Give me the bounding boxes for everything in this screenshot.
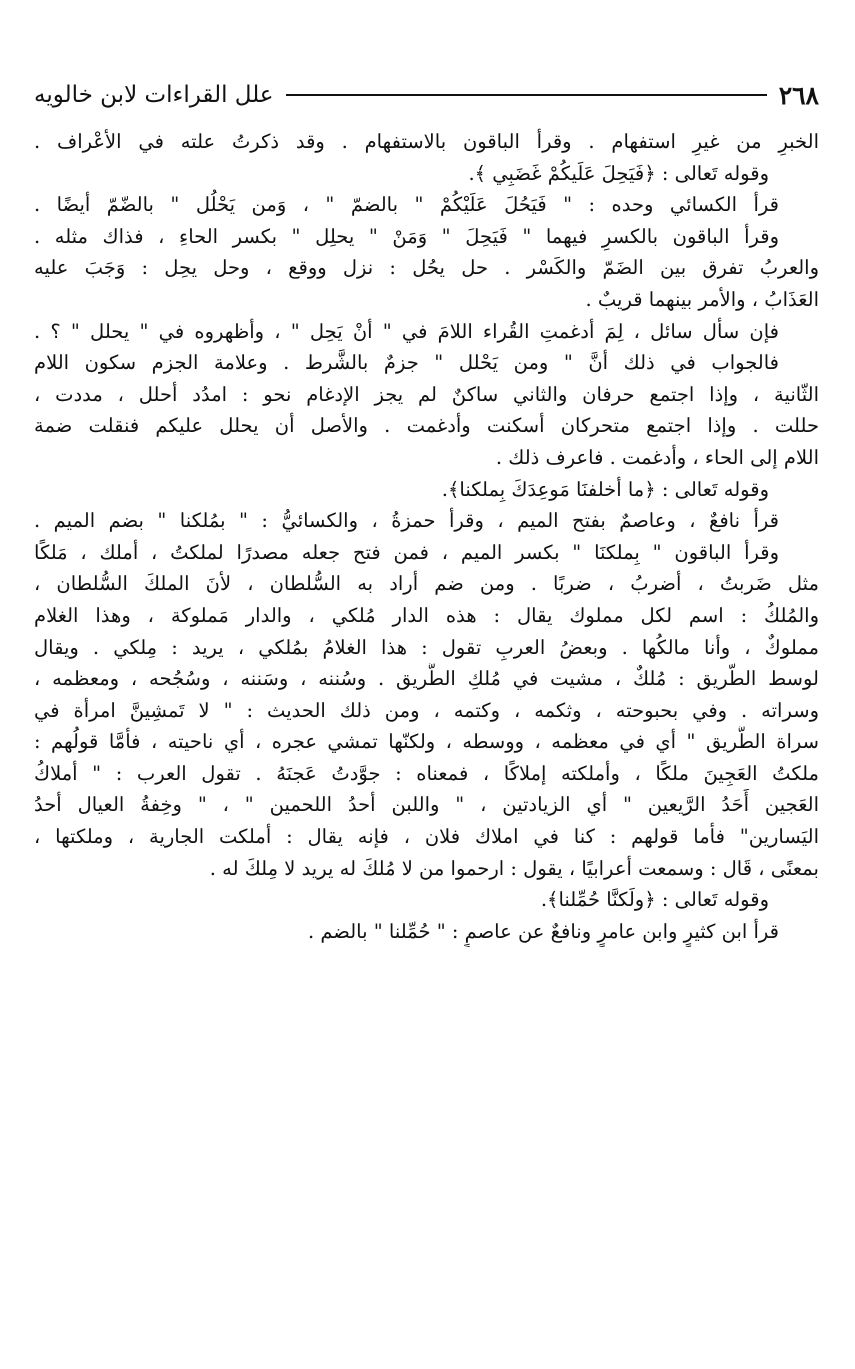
text-line: لوسط الطّريق : مُلكٌ ، مشيت في مُلكِ الطَّريق . وسُننه ، وسَننه ، وسُجُحه ، ومعظمه ،	[34, 667, 819, 691]
text-line: قرأ الكسائي وحده : " فَيَحُلَ عَلَيْكُمْ " بالضمّ " ، وَمن يَحْلُل " بالضّمّ أيضًا .	[34, 193, 779, 217]
text-line: العَجين أَحَدُ الرَّيعين " أي الزيادتين ، " واللبن أحدُ اللحمين " ، " وخِفةُ العيال أحدُ	[34, 793, 819, 817]
text-line: مثل ضَربتُ ، أضربُ ، ضربًا . ومن ضم أراد به السُّلطان ، لأنَ الملكَ السُّلطان ،	[34, 572, 819, 596]
text-line: قرأ نافعٌ ، وعاصمٌ بفتح الميم ، وقرأ حمزةُ ، والكسائيُّ : " بمُلكنا " بضم الميم .	[34, 509, 779, 533]
text-line: فالجواب في ذلك أنَّ " ومن يَحْلل " جزمٌ بالشَّرط . وعلامة الجزم سكون اللام	[34, 351, 779, 375]
verse-line: وقوله تَعالى : ﴿ولَكنَّا حُمِّلنا﴾.	[540, 888, 769, 912]
text-line: اللام إلى الحاء ، وأدغمت . فاعرف ذلك .	[495, 445, 819, 469]
verse-line: وقوله تَعالى : ﴿فَيَحِلَ عَلَيكُمْ غَضَبِي ﴾.	[468, 161, 769, 185]
text-line: بمعنًى ، قَال : وسمعت أعرابيًا ، يقول : ارحموا من لا مُلكَ له يريد لا مِلكَ له .	[209, 856, 819, 880]
text-line: مملوكٌ ، وأنا مالكُها . وبعضُ العربِ تقول : هذا الغلامُ بمُلكي ، يريد : مِلكي . ويقال	[34, 635, 819, 659]
text-line: والمُلكُ : اسم لكل مملوك يقال : هذه الدار مُلكي ، والدار مَملوكة ، وهذا الغلام	[34, 603, 819, 627]
text-line: قرأ ابن كثيرٍ وابن عامرٍ ونافعٌ عن عاصمٍ : " حُمِّلنا " بالضم .	[307, 919, 779, 943]
verse-line: وقوله تَعالى : ﴿ما أخلفنَا مَوعِدَكَ بِملكنا﴾.	[441, 477, 769, 501]
book-title: علل القراءات لابن خالويه	[34, 82, 274, 108]
text-line: والعربُ تفرق بين الضَمّ والكَسْر . حل يحُل : نزل ووقع ، وحل يحِل : وَجَبَ عليه	[34, 256, 819, 280]
text-line: الثّانية ، وإذا اجتمع حرفان والثاني ساكنٌ لم يجز الإدغام نحو : امدُد أحلل ، مددت ،	[34, 382, 819, 406]
header-rule	[286, 94, 767, 96]
text-line: سراة الطَّريق " أي في معظمه ، ووسطه ، ولكنّها تمشي عجره ، أي ناحيته ، فأمَّا قولُهم :	[34, 730, 819, 754]
text-line: وقرأ الباقون بالكسرِ فيهما " فَيَحِلَ " وَمَنْ " يحلِل " بكسر الحاءِ ، فذاك مثله .	[34, 224, 779, 248]
text-line: ملكتُ العَجِينَ ملكًا ، وأملكته إملاكًا ، فمعناه : جوَّدتُ عَجنَهُ . تقول العرب : " أملاكُ	[34, 761, 819, 785]
text-line: العَذَابُ ، والأمر بينهما قريبٌ .	[585, 287, 819, 311]
text-line: اليَسارين" فأما قولهم : كنا في املاك فلان ، فإنه يقال : أملكت الجارية ، وملكتها ،	[34, 825, 819, 849]
running-head	[34, 78, 819, 112]
text-line: فإن سأل سائل ، لِمَ أدغمتِ القُراء اللامَ في " أنْ يَحِل " ، وأظهروه في " يحلل " ؟ .	[34, 319, 779, 343]
page-number: ٢٦٨	[778, 80, 819, 110]
text-line: وسراته . وفي بحبوحته ، وثكمه ، وكتمه ، ومن ذلك الحديث : " لا تَمشِينَّ امرأة في	[34, 698, 819, 722]
text-line: الخبرِ من غيرِ استفهام . وقرأ الباقون بالاستفهام . وقد ذكرتُ علته في الأعْراف .	[34, 130, 819, 153]
text-line: حللت . وإذا اجتمع متحركان أسكنت وأدغمت . والأصل أن يحلل عليكم فنقلت ضمة	[34, 414, 819, 438]
body-text	[34, 126, 819, 947]
text-line: وقرأ الباقون " بِملكنَا " بكسر الميم ، فمن فتح جعله مصدرًا لملكتُ ، أملك ، مَلكًا	[34, 540, 779, 564]
